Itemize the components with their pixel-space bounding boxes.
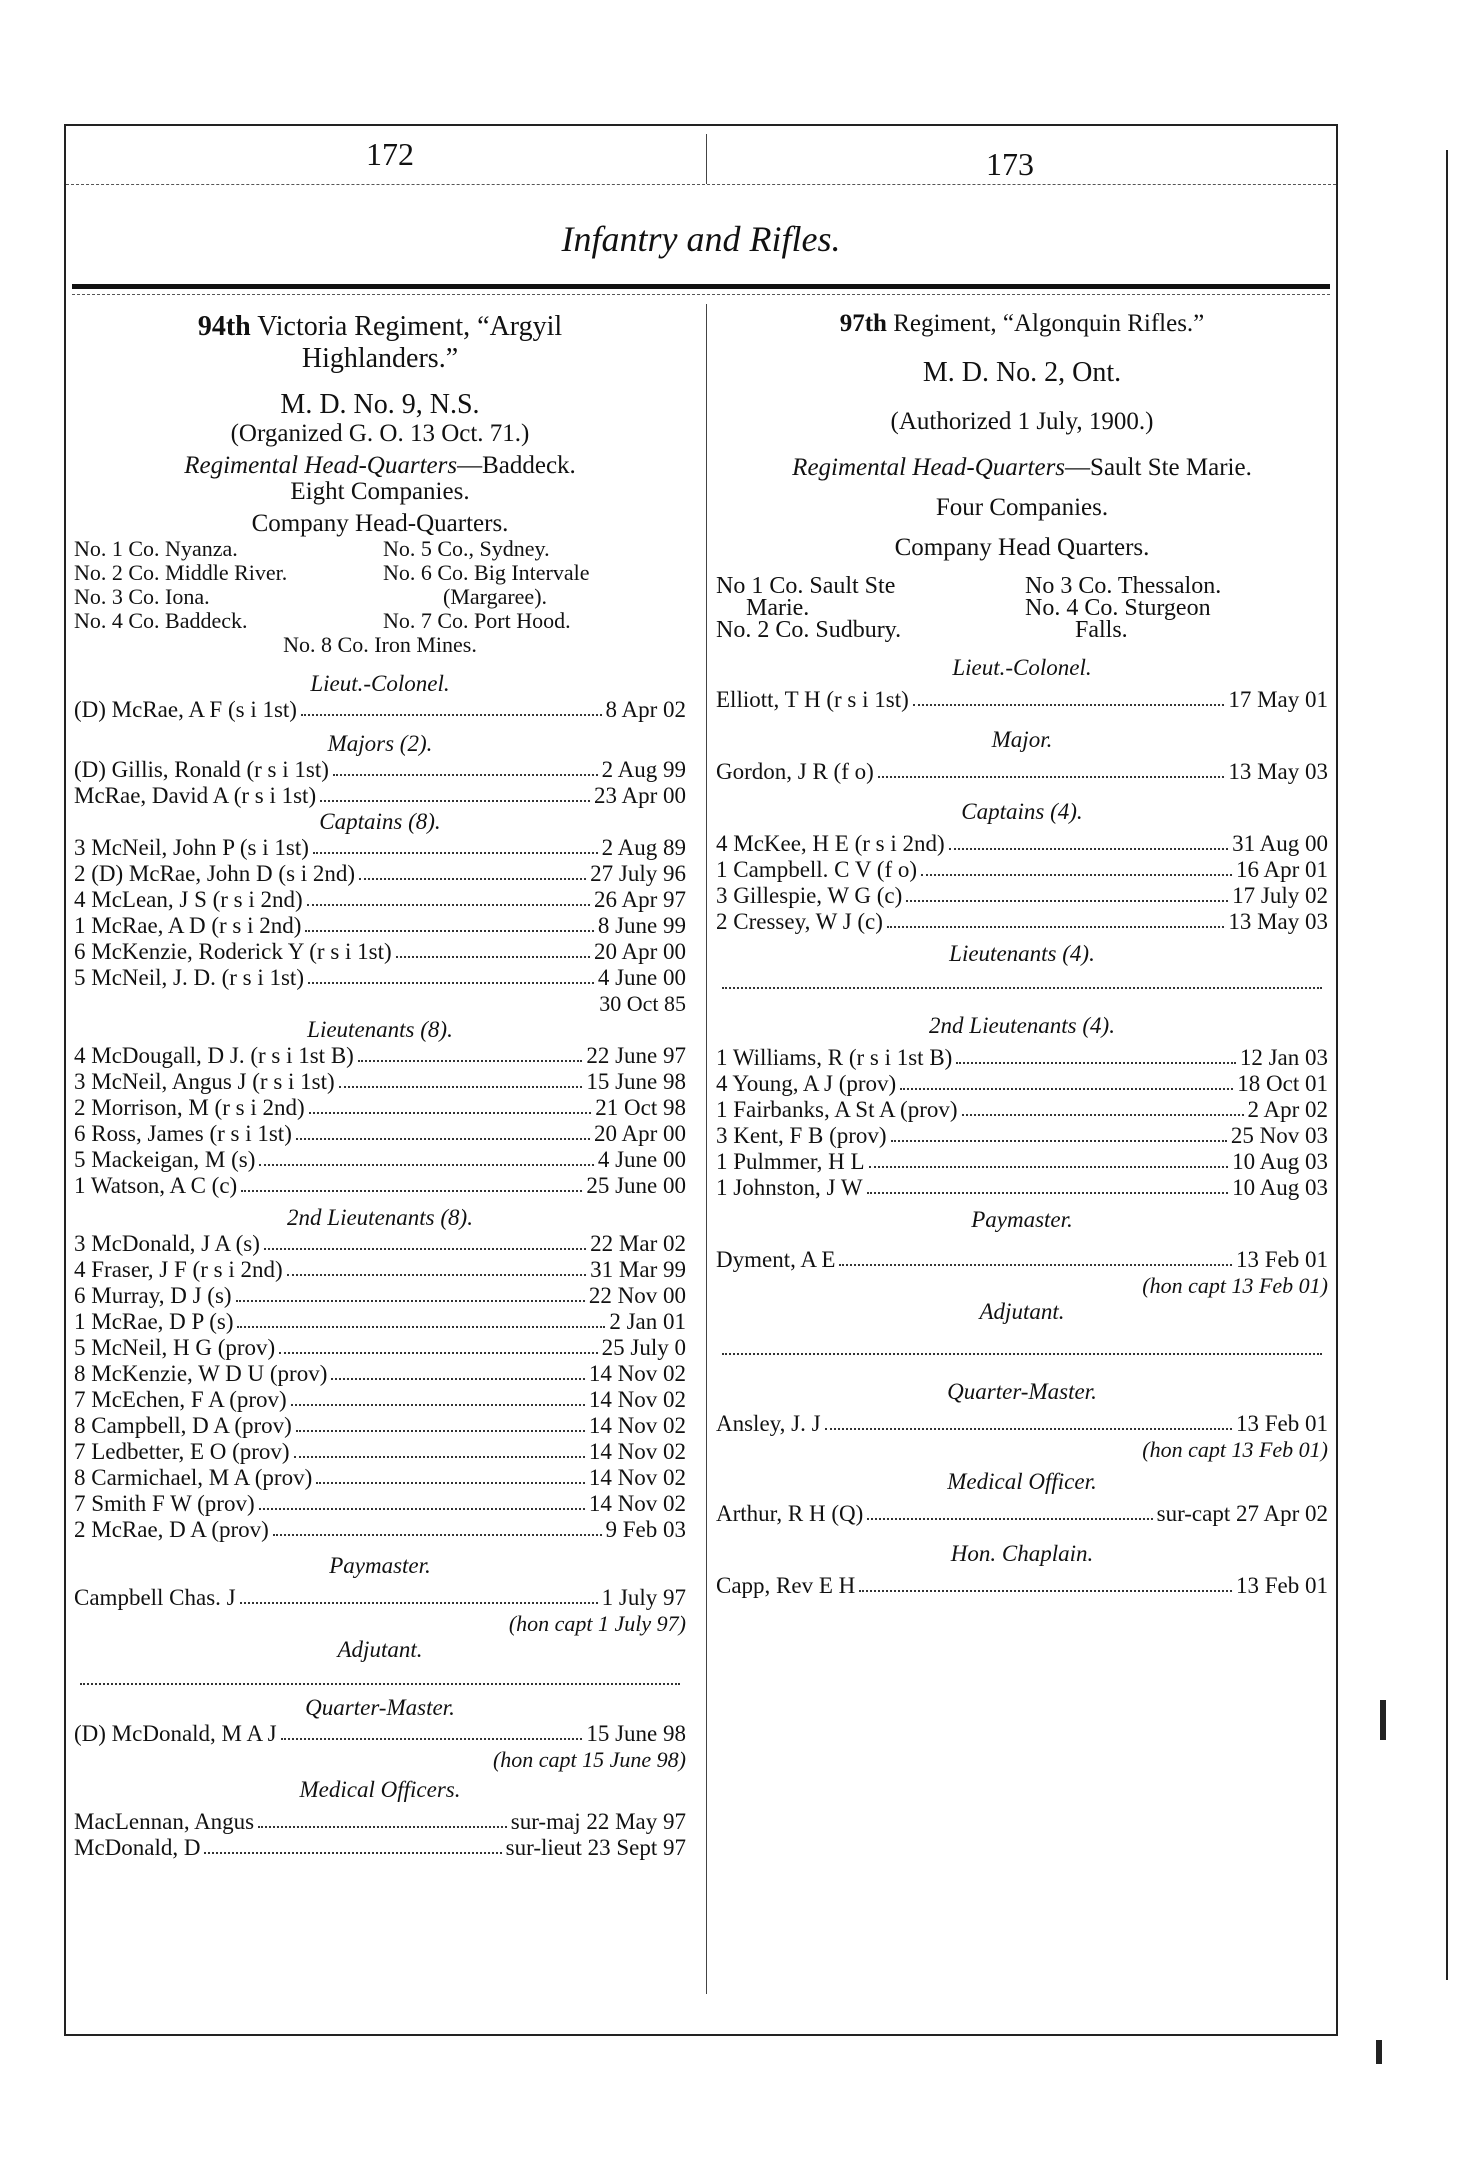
leader-dots	[900, 1071, 1233, 1090]
second-lt-list	[74, 1231, 686, 1543]
leader-dots	[241, 1173, 582, 1192]
medical-list	[74, 1809, 686, 1861]
commission-date: 17 May 01	[1228, 687, 1328, 712]
leader-dots	[294, 1439, 585, 1458]
company-hq-entry: No. 7 Co. Port Hood.	[383, 608, 571, 633]
leader-dots	[839, 1247, 1232, 1266]
commission-date: 25 June 00	[586, 1173, 686, 1198]
regiment-title-line2: Highlanders.”	[301, 343, 459, 374]
leader-dots	[320, 783, 590, 802]
officer-entry	[74, 1439, 686, 1465]
left-page-number: 172	[366, 136, 414, 172]
leader-dots	[359, 861, 586, 880]
officer-entry	[716, 759, 1328, 785]
lt-col-heading: Lieut.-Colonel.	[952, 655, 1092, 680]
chaplain-list	[716, 1573, 1328, 1599]
paymaster-heading: Paymaster.	[971, 1207, 1073, 1232]
leader-dots	[258, 1809, 507, 1828]
officer-entry	[74, 1069, 686, 1095]
regiment-title	[74, 311, 686, 343]
medical-heading: Medical Officer.	[947, 1469, 1097, 1494]
officer-name: Campbell Chas. J	[74, 1585, 236, 1610]
commission-date: 20 Apr 00	[594, 1121, 686, 1146]
lieutenants-list	[74, 1043, 686, 1199]
officer-entry	[716, 831, 1328, 857]
company-hq-entry: No. 3 Co. Iona.	[74, 584, 210, 609]
officer-name: 5 Mackeigan, M (s)	[74, 1147, 256, 1172]
commission-date: 2 Jan 01	[609, 1309, 686, 1334]
officer-name: Dyment, A E	[716, 1247, 836, 1272]
header-rule	[66, 184, 1336, 185]
leader-dots	[396, 939, 590, 958]
officer-entry	[74, 1491, 686, 1517]
commission-date: 16 Apr 01	[1236, 857, 1328, 882]
officer-name: 3 McDonald, J A (s)	[74, 1231, 260, 1256]
commission-date: 22 Mar 02	[590, 1231, 686, 1256]
officer-name: 5 McNeil, J. D. (r s i 1st)	[74, 965, 304, 990]
leader-dots	[273, 1517, 602, 1536]
officer-entry	[716, 1573, 1328, 1599]
commission-date: 25 Nov 03	[1230, 1123, 1328, 1148]
commission-date: 20 Apr 00	[594, 939, 686, 964]
officer-entry	[716, 909, 1328, 935]
commission-date: sur-lieut 23 Sept 97	[505, 1835, 686, 1860]
officer-name: 1 McRae, D P (s)	[74, 1309, 234, 1334]
officer-entry	[74, 1465, 686, 1491]
officer-name: Gordon, J R (f o)	[716, 759, 874, 784]
leader-dots	[291, 1387, 585, 1406]
lt-col-list	[74, 697, 686, 723]
company-hq-entry: No. 6 Co. Big Intervale	[383, 560, 590, 585]
commission-date: 10 Aug 03	[1232, 1149, 1328, 1174]
officer-entry	[74, 1043, 686, 1069]
company-hq-entry-last: No. 8 Co. Iron Mines.	[283, 632, 477, 657]
leader-dots	[296, 1121, 590, 1140]
officer-entry	[74, 835, 686, 861]
second-lt-list	[716, 1045, 1328, 1201]
commission-date: 2 Aug 89	[601, 835, 686, 860]
margin-mark	[1376, 2040, 1382, 2064]
company-hq-title: Company Head-Quarters.	[251, 510, 509, 537]
commission-date: 13 Feb 01	[1236, 1247, 1328, 1272]
adjutant-vacant-line	[80, 1669, 680, 1685]
leader-dots	[307, 887, 590, 906]
leader-dots	[859, 1573, 1232, 1592]
leader-dots	[301, 697, 602, 716]
hq-label: Regimental Head-Quarters	[792, 454, 1066, 481]
paymaster-heading: Paymaster.	[329, 1553, 431, 1578]
lt-col-heading: Lieut.-Colonel.	[310, 671, 450, 696]
captains-heading: Captains (8).	[319, 809, 441, 834]
officer-entry	[74, 939, 686, 965]
officer-entry	[74, 913, 686, 939]
officer-name: 6 Murray, D J (s)	[74, 1283, 232, 1308]
leader-dots	[867, 1501, 1152, 1520]
officer-name: 1 Williams, R (r s i 1st B)	[716, 1045, 953, 1070]
commission-date: 12 Jan 03	[1239, 1045, 1328, 1070]
commission-date: 22 Nov 00	[588, 1283, 686, 1308]
commission-date: 14 Nov 02	[588, 1361, 686, 1386]
commission-date: 9 Feb 03	[605, 1517, 686, 1542]
commission-date: 15 June 98	[586, 1721, 686, 1746]
leader-dots	[825, 1411, 1232, 1430]
officer-name: 5 McNeil, H G (prov)	[74, 1335, 276, 1360]
commission-date: 14 Nov 02	[588, 1465, 686, 1490]
header-divider	[706, 134, 708, 184]
second-lt-heading: 2nd Lieutenants (4).	[929, 1013, 1115, 1038]
commission-date: 4 June 00	[597, 1147, 686, 1172]
company-hq-entry: No. 1 Co. Nyanza.	[74, 536, 238, 561]
military-district: M. D. No. 9, N.S.	[280, 389, 480, 420]
commission-date: 2 Aug 99	[601, 757, 686, 782]
officer-name: Ansley, J. J	[716, 1411, 821, 1436]
commission-date: 21 Oct 98	[595, 1095, 686, 1120]
regiment-title	[716, 311, 1328, 337]
commission-date: 18 Oct 01	[1237, 1071, 1328, 1096]
officer-entry	[74, 1283, 686, 1309]
qm-entry	[716, 1411, 1328, 1437]
officer-name: 4 McKee, H E (r s i 2nd)	[716, 831, 945, 856]
margin-mark	[1380, 1700, 1386, 1740]
officer-name: 4 McLean, J S (r s i 2nd)	[74, 887, 303, 912]
paymaster-note: (hon capt 13 Feb 01)	[1142, 1273, 1328, 1298]
officer-name: 3 McNeil, John P (s i 1st)	[74, 835, 309, 860]
regiment-name: Victoria Regiment, “Argyil	[257, 311, 563, 342]
leader-dots	[358, 1043, 583, 1062]
officer-name: Arthur, R H (Q)	[716, 1501, 864, 1526]
officer-name: (D) Gillis, Ronald (r s i 1st)	[74, 757, 329, 782]
officer-entry	[74, 1095, 686, 1121]
officer-entry	[74, 1257, 686, 1283]
lieutenants-heading: Lieutenants (8).	[307, 1017, 453, 1042]
qm-note: (hon capt 13 Feb 01)	[1142, 1437, 1328, 1462]
leader-dots	[333, 757, 598, 776]
leader-dots	[887, 909, 1224, 928]
commission-date: 14 Nov 02	[588, 1439, 686, 1464]
officer-entry	[716, 1123, 1328, 1149]
qm-note: (hon capt 15 June 98)	[492, 1747, 686, 1772]
major-heading: Major.	[991, 727, 1053, 752]
right-margin-edge	[1446, 150, 1448, 1980]
commission-date: 31 Aug 00	[1232, 831, 1328, 856]
leader-dots	[913, 687, 1225, 706]
chaplain-heading: Hon. Chaplain.	[950, 1541, 1094, 1566]
leader-dots	[240, 1585, 598, 1604]
officer-name: 6 Ross, James (r s i 1st)	[74, 1121, 292, 1146]
commission-date: 10 Aug 03	[1232, 1175, 1328, 1200]
regimental-hq	[74, 453, 686, 479]
officer-entry	[74, 1517, 686, 1543]
officer-name: 4 Young, A J (prov)	[716, 1071, 897, 1096]
leader-dots	[867, 1175, 1229, 1194]
officer-name: 7 McEchen, F A (prov)	[74, 1387, 287, 1412]
officer-name: 1 McRae, A D (r s i 2nd)	[74, 913, 302, 938]
officer-name: 7 Smith F W (prov)	[74, 1491, 255, 1516]
commission-date: 14 Nov 02	[588, 1491, 686, 1516]
officer-entry	[716, 1097, 1328, 1123]
officer-entry	[716, 1501, 1328, 1527]
leader-dots	[259, 1147, 593, 1166]
leader-dots	[949, 831, 1228, 850]
regiment-name: Regiment, “Algonquin Rifles.”	[893, 310, 1205, 337]
commission-date: 8 Apr 02	[605, 697, 686, 722]
officer-name: McRae, David A (r s i 1st)	[74, 783, 317, 808]
medical-heading: Medical Officers.	[299, 1777, 461, 1802]
officer-name: 1 Johnston, J W	[716, 1175, 863, 1200]
commission-date: 13 Feb 01	[1236, 1573, 1328, 1598]
officer-entry	[74, 1231, 686, 1257]
majors-heading: Majors (2).	[327, 731, 433, 756]
commission-date: 27 July 96	[590, 861, 686, 886]
captains-extra-date: 30 Oct 85	[599, 991, 686, 1016]
regiment-number: 94th	[197, 311, 251, 342]
qm-entry	[74, 1721, 686, 1747]
officer-entry	[74, 887, 686, 913]
company-hq-entry: No. 2 Co. Middle River.	[74, 560, 288, 585]
leader-dots	[259, 1491, 585, 1510]
officer-entry	[74, 861, 686, 887]
lieutenants-heading: Lieutenants (4).	[949, 941, 1095, 966]
leader-dots	[204, 1835, 501, 1854]
commission-date: 14 Nov 02	[588, 1387, 686, 1412]
officer-name: 3 Kent, F B (prov)	[716, 1123, 887, 1148]
commission-date: 13 Feb 01	[1236, 1411, 1328, 1436]
commission-date: 13 May 03	[1228, 909, 1328, 934]
heavy-rule	[72, 284, 1330, 289]
commission-date: 15 June 98	[586, 1069, 686, 1094]
companies-count: Four Companies.	[935, 494, 1109, 521]
right-column-97th-regiment	[716, 311, 1328, 1599]
commission-date: 23 Apr 00	[594, 783, 686, 808]
adjutant-vacant-line	[722, 1339, 1322, 1355]
officer-name: 1 Pulmmer, H L	[716, 1149, 865, 1174]
commission-date: 4 June 00	[597, 965, 686, 990]
officer-name: Elliott, T H (r s i 1st)	[716, 687, 909, 712]
officer-entry	[716, 1071, 1328, 1097]
qm-heading: Quarter-Master.	[947, 1379, 1097, 1404]
company-hq-entry: No. 4 Co. Sturgeon	[1025, 595, 1211, 621]
adjutant-heading: Adjutant.	[979, 1299, 1065, 1324]
officer-name: 3 Gillespie, W G (c)	[716, 883, 903, 908]
company-hq-entry: No 1 Co. Sault Ste	[716, 573, 896, 599]
officer-name: 2 Cressey, W J (c)	[716, 909, 883, 934]
commission-date: 8 June 99	[597, 913, 686, 938]
commission-date: 13 May 03	[1228, 759, 1328, 784]
leader-dots	[237, 1309, 605, 1328]
officer-entry	[74, 1309, 686, 1335]
officer-name: 1 Fairbanks, A St A (prov)	[716, 1097, 958, 1122]
officer-name: 4 Fraser, J F (r s i 2nd)	[74, 1257, 283, 1282]
officer-name: (D) McRae, A F (s i 1st)	[74, 697, 297, 722]
officer-entry	[74, 1147, 686, 1173]
military-district: M. D. No. 2, Ont.	[922, 357, 1122, 388]
commission-date: 14 Nov 02	[588, 1413, 686, 1438]
lieutenants-vacant-line	[722, 973, 1322, 989]
leader-dots	[891, 1123, 1227, 1142]
second-lt-heading: 2nd Lieutenants (8).	[287, 1205, 473, 1230]
officer-name: 2 Morrison, M (r s i 2nd)	[74, 1095, 305, 1120]
officer-entry	[74, 1835, 686, 1861]
officer-name: 1 Campbell. C V (f o)	[716, 857, 918, 882]
leader-dots	[296, 1413, 585, 1432]
lt-col-list	[716, 687, 1328, 713]
officer-entry	[716, 883, 1328, 909]
officer-name: 8 McKenzie, W D U (prov)	[74, 1361, 328, 1386]
officer-name: McDonald, D	[74, 1835, 201, 1860]
leader-dots	[308, 965, 594, 984]
leader-dots	[869, 1149, 1229, 1168]
officer-name: 8 Campbell, D A (prov)	[74, 1413, 292, 1438]
officer-entry	[74, 1335, 686, 1361]
officer-entry	[74, 1809, 686, 1835]
officer-entry	[74, 697, 686, 723]
section-title: Infantry and Rifles.	[561, 219, 841, 259]
company-hq-entry: Marie.	[746, 595, 810, 621]
leader-dots	[331, 1361, 585, 1380]
officer-entry	[74, 1121, 686, 1147]
companies-count: Eight Companies.	[290, 478, 470, 505]
officer-entry	[74, 1413, 686, 1439]
leader-dots	[313, 835, 598, 854]
authorized-note: (Authorized 1 July, 1900.)	[890, 408, 1154, 435]
medical-list	[716, 1501, 1328, 1527]
paymaster-entry	[716, 1247, 1328, 1273]
commission-date: 2 Apr 02	[1247, 1097, 1328, 1122]
commission-date: 17 July 02	[1232, 883, 1328, 908]
officer-name: 7 Ledbetter, E O (prov)	[74, 1439, 290, 1464]
company-hq-entry: No. 2 Co. Sudbury.	[716, 617, 902, 643]
officer-entry	[716, 1247, 1328, 1273]
regiment-number: 97th	[839, 310, 887, 337]
leader-dots	[309, 1095, 592, 1114]
leader-dots	[339, 1069, 583, 1088]
commission-date: 26 Apr 97	[594, 887, 686, 912]
paymaster-note: (hon capt 1 July 97)	[508, 1611, 686, 1636]
qm-heading: Quarter-Master.	[305, 1695, 455, 1720]
commission-date: sur-capt 27 Apr 02	[1156, 1501, 1328, 1526]
officer-name: Capp, Rev E H	[716, 1573, 856, 1598]
company-hq-title: Company Head Quarters.	[894, 534, 1150, 561]
officer-entry	[74, 1361, 686, 1387]
dashed-rule	[72, 294, 1330, 295]
hq-label: Regimental Head-Quarters	[184, 452, 458, 479]
officer-entry	[716, 1149, 1328, 1175]
column-divider	[706, 304, 707, 1994]
officer-entry	[716, 1175, 1328, 1201]
leader-dots	[956, 1045, 1236, 1064]
commission-date: 22 June 97	[586, 1043, 686, 1068]
officer-entry	[74, 783, 686, 809]
officer-entry	[716, 1411, 1328, 1437]
officer-entry	[74, 1585, 686, 1611]
captains-list	[74, 835, 686, 991]
left-column-94th-regiment	[74, 311, 686, 1861]
officer-entry	[74, 1721, 686, 1747]
officer-name: 2 (D) McRae, John D (s i 2nd)	[74, 861, 356, 886]
company-hq-entry: No. 5 Co., Sydney.	[383, 536, 550, 561]
officer-entry	[74, 757, 686, 783]
officer-entry	[716, 857, 1328, 883]
commission-date: sur-maj 22 May 97	[510, 1809, 686, 1834]
company-hq-grid	[74, 537, 686, 633]
officer-entry	[716, 687, 1328, 713]
leader-dots	[906, 883, 1228, 902]
officer-name: 4 McDougall, D J. (r s i 1st B)	[74, 1043, 354, 1068]
leader-dots	[878, 759, 1225, 778]
leader-dots	[962, 1097, 1244, 1116]
company-hq-entry: Falls.	[1075, 617, 1128, 643]
leader-dots	[281, 1721, 583, 1740]
commission-date: 25 July 0	[601, 1335, 686, 1360]
company-hq-grid	[716, 575, 1328, 641]
right-page-number: 173	[986, 146, 1034, 182]
leader-dots	[316, 1465, 585, 1484]
officer-entry	[716, 1045, 1328, 1071]
paymaster-entry	[74, 1585, 686, 1611]
leader-dots	[287, 1257, 587, 1276]
leader-dots	[264, 1231, 586, 1250]
leader-dots	[305, 913, 593, 932]
captains-list	[716, 831, 1328, 935]
hq-value: —Baddeck.	[457, 452, 576, 479]
officer-entry	[74, 1173, 686, 1199]
commission-date: 1 July 97	[601, 1585, 686, 1610]
adjutant-heading: Adjutant.	[337, 1637, 423, 1662]
officer-name: 3 McNeil, Angus J (r s i 1st)	[74, 1069, 335, 1094]
regimental-hq	[716, 455, 1328, 481]
officer-name: 1 Watson, A C (c)	[74, 1173, 238, 1198]
leader-dots	[921, 857, 1232, 876]
major-list	[716, 759, 1328, 785]
company-hq-entry: No. 4 Co. Baddeck.	[74, 608, 248, 633]
officer-entry	[74, 1387, 686, 1413]
majors-list	[74, 757, 686, 809]
captains-heading: Captains (4).	[961, 799, 1083, 824]
company-hq-entry: No 3 Co. Thessalon.	[1025, 573, 1222, 599]
officer-name: 2 McRae, D A (prov)	[74, 1517, 269, 1542]
officer-entry	[74, 965, 686, 991]
hq-value: —Sault Ste Marie.	[1065, 454, 1252, 481]
officer-name: (D) McDonald, M A J	[74, 1721, 277, 1746]
leader-dots	[279, 1335, 597, 1354]
commission-date: 31 Mar 99	[590, 1257, 686, 1282]
organized-note: (Organized G. O. 13 Oct. 71.)	[230, 420, 530, 447]
register-page	[64, 124, 1338, 2036]
officer-name: 8 Carmichael, M A (prov)	[74, 1465, 313, 1490]
leader-dots	[236, 1283, 585, 1302]
company-hq-entry: (Margaree).	[443, 584, 548, 609]
officer-name: 6 McKenzie, Roderick Y (r s i 1st)	[74, 939, 392, 964]
officer-name: MacLennan, Angus	[74, 1809, 255, 1834]
